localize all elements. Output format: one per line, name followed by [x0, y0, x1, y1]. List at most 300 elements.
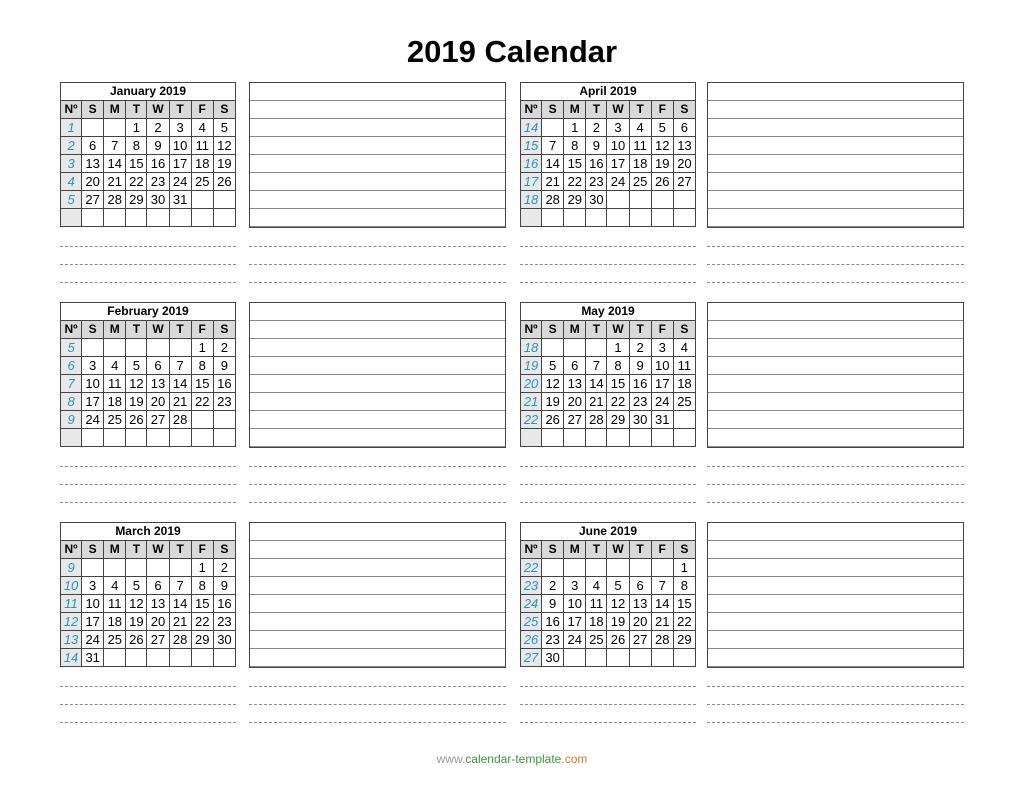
notes-box[interactable] [249, 302, 506, 448]
day-cell: 2 [586, 119, 607, 137]
day-cell: 9 [147, 137, 169, 155]
day-cell: 18 [104, 613, 126, 631]
weekday-header: S [82, 321, 104, 339]
week-number: 22 [521, 411, 542, 429]
day-cell: 30 [586, 191, 607, 209]
day-cell: 17 [169, 155, 191, 173]
day-cell: 13 [82, 155, 104, 173]
weekday-header: F [191, 101, 213, 119]
day-cell [586, 429, 607, 447]
day-cell: 1 [607, 339, 629, 357]
day-cell: 7 [169, 577, 191, 595]
note-line [249, 502, 506, 503]
weekday-header: W [607, 101, 629, 119]
weekday-header: S [213, 321, 235, 339]
week-row [61, 375, 236, 393]
day-cell: 19 [126, 613, 147, 631]
day-cell: 24 [82, 631, 104, 649]
weekday-header: T [126, 541, 147, 559]
week-row [61, 411, 236, 429]
day-cell: 22 [126, 173, 147, 191]
note-line [60, 466, 236, 467]
day-cell [651, 559, 673, 577]
day-cell: 8 [191, 577, 213, 595]
day-cell [564, 649, 586, 667]
day-cell [607, 191, 629, 209]
day-cell [82, 339, 104, 357]
weekday-header: F [651, 101, 673, 119]
day-cell: 15 [191, 595, 213, 613]
day-cell [126, 339, 147, 357]
note-line [60, 282, 236, 283]
day-cell: 28 [542, 191, 564, 209]
day-cell [169, 429, 191, 447]
note-line [520, 264, 696, 265]
day-cell: 22 [191, 613, 213, 631]
day-cell: 10 [82, 375, 104, 393]
day-cell: 15 [607, 375, 629, 393]
note-line [249, 484, 506, 485]
day-cell: 7 [169, 357, 191, 375]
day-cell: 30 [629, 411, 651, 429]
week-row [61, 393, 236, 411]
day-cell [542, 559, 564, 577]
week-number: 9 [61, 559, 82, 577]
day-cell: 28 [586, 411, 607, 429]
day-cell: 14 [104, 155, 126, 173]
day-cell: 1 [564, 119, 586, 137]
day-cell: 8 [191, 357, 213, 375]
footer-url-suffix: .com [561, 752, 588, 766]
day-cell [673, 191, 695, 209]
day-cell [147, 339, 169, 357]
week-number: 18 [521, 339, 542, 357]
day-cell: 1 [673, 559, 695, 577]
week-row [61, 613, 236, 631]
day-cell: 12 [213, 137, 235, 155]
week-number [521, 209, 542, 227]
day-cell: 19 [542, 393, 564, 411]
weekday-header: W [147, 101, 169, 119]
month-title: February 2019 [61, 303, 236, 321]
week-row [521, 137, 696, 155]
note-line [707, 246, 964, 247]
day-cell: 22 [191, 393, 213, 411]
note-line [707, 502, 964, 503]
day-cell: 27 [147, 631, 169, 649]
day-cell [213, 649, 235, 667]
note-line [520, 466, 696, 467]
day-cell: 31 [169, 191, 191, 209]
day-cell: 27 [673, 173, 695, 191]
note-line [60, 686, 236, 687]
day-cell: 2 [542, 577, 564, 595]
month-table [60, 302, 236, 447]
day-cell: 2 [213, 559, 235, 577]
weekday-header: T [586, 321, 607, 339]
day-cell: 23 [213, 613, 235, 631]
month-title: June 2019 [521, 523, 696, 541]
note-line [707, 466, 964, 467]
note-line [520, 704, 696, 705]
day-cell: 25 [191, 173, 213, 191]
day-cell: 3 [169, 119, 191, 137]
day-cell [191, 191, 213, 209]
note-line [707, 704, 964, 705]
note-line [520, 502, 696, 503]
day-cell: 26 [542, 411, 564, 429]
weekday-header: M [104, 101, 126, 119]
day-cell [629, 209, 651, 227]
week-number: 10 [61, 577, 82, 595]
day-cell: 20 [82, 173, 104, 191]
day-cell [147, 429, 169, 447]
day-cell [586, 339, 607, 357]
week-row [61, 631, 236, 649]
day-cell: 5 [126, 577, 147, 595]
day-cell: 30 [542, 649, 564, 667]
week-row [61, 559, 236, 577]
note-line [520, 282, 696, 283]
day-cell: 4 [104, 357, 126, 375]
week-row [61, 155, 236, 173]
month-table [520, 82, 696, 227]
day-cell: 20 [629, 613, 651, 631]
weekday-header: S [542, 541, 564, 559]
day-cell: 5 [651, 119, 673, 137]
weekday-header: S [82, 101, 104, 119]
month-title: January 2019 [61, 83, 236, 101]
day-cell [607, 429, 629, 447]
day-cell: 6 [673, 119, 695, 137]
day-cell [651, 429, 673, 447]
day-cell: 16 [586, 155, 607, 173]
week-number: 25 [521, 613, 542, 631]
weekday-header: T [169, 321, 191, 339]
week-row [61, 209, 236, 227]
day-cell [629, 649, 651, 667]
note-line [707, 686, 964, 687]
day-cell [607, 209, 629, 227]
week-number: 19 [521, 357, 542, 375]
note-line [707, 282, 964, 283]
day-cell: 23 [542, 631, 564, 649]
week-row [521, 631, 696, 649]
day-cell: 3 [651, 339, 673, 357]
weekday-header: W [607, 541, 629, 559]
week-number: 3 [61, 155, 82, 173]
day-cell [82, 119, 104, 137]
week-number: 1 [61, 119, 82, 137]
weekday-header: T [586, 541, 607, 559]
note-line [249, 264, 506, 265]
day-cell: 10 [651, 357, 673, 375]
day-cell: 5 [213, 119, 235, 137]
day-cell: 2 [147, 119, 169, 137]
week-row [521, 429, 696, 447]
week-number-header: Nº [521, 101, 542, 119]
day-cell [651, 209, 673, 227]
day-cell: 20 [673, 155, 695, 173]
weekday-header: F [651, 321, 673, 339]
week-number: 21 [521, 393, 542, 411]
week-number: 7 [61, 375, 82, 393]
day-cell: 17 [564, 613, 586, 631]
day-cell: 23 [629, 393, 651, 411]
note-line [249, 722, 506, 723]
day-cell: 30 [213, 631, 235, 649]
day-cell [542, 339, 564, 357]
week-number: 18 [521, 191, 542, 209]
week-number: 6 [61, 357, 82, 375]
note-line [249, 686, 506, 687]
day-cell: 13 [147, 375, 169, 393]
notes-box[interactable] [249, 522, 506, 668]
week-row [521, 191, 696, 209]
day-cell [104, 339, 126, 357]
day-cell: 11 [586, 595, 607, 613]
notes-box[interactable] [249, 82, 506, 228]
day-cell: 27 [629, 631, 651, 649]
day-cell: 20 [564, 393, 586, 411]
day-cell: 1 [191, 339, 213, 357]
day-cell: 19 [607, 613, 629, 631]
week-row [61, 429, 236, 447]
day-cell: 18 [586, 613, 607, 631]
week-row [521, 375, 696, 393]
day-cell: 11 [629, 137, 651, 155]
day-cell: 9 [586, 137, 607, 155]
day-cell [191, 209, 213, 227]
day-cell: 6 [564, 357, 586, 375]
day-cell: 6 [629, 577, 651, 595]
day-cell [213, 411, 235, 429]
day-cell: 21 [586, 393, 607, 411]
day-cell: 27 [564, 411, 586, 429]
notes-box[interactable] [707, 82, 964, 228]
day-cell [82, 429, 104, 447]
month-table [520, 522, 696, 667]
day-cell: 16 [629, 375, 651, 393]
day-cell: 1 [191, 559, 213, 577]
day-cell: 15 [673, 595, 695, 613]
day-cell [651, 649, 673, 667]
day-cell [213, 191, 235, 209]
week-number: 15 [521, 137, 542, 155]
weekday-header: T [169, 541, 191, 559]
week-number: 16 [521, 155, 542, 173]
footer-url[interactable] [0, 752, 1024, 766]
week-number: 5 [61, 339, 82, 357]
day-cell [673, 209, 695, 227]
week-number: 14 [61, 649, 82, 667]
day-cell: 17 [607, 155, 629, 173]
month-table [60, 522, 236, 667]
day-cell: 4 [104, 577, 126, 595]
weekday-header: F [651, 541, 673, 559]
day-cell: 27 [147, 411, 169, 429]
day-cell [607, 649, 629, 667]
day-cell: 14 [169, 375, 191, 393]
day-cell [104, 429, 126, 447]
day-cell: 20 [147, 393, 169, 411]
footer-url-prefix: www. [436, 752, 466, 766]
day-cell: 25 [629, 173, 651, 191]
week-number: 17 [521, 173, 542, 191]
day-cell [213, 429, 235, 447]
day-cell: 17 [82, 613, 104, 631]
day-cell [191, 649, 213, 667]
notes-box[interactable] [707, 302, 964, 448]
day-cell: 13 [564, 375, 586, 393]
day-cell: 13 [629, 595, 651, 613]
week-row [61, 357, 236, 375]
week-number-header: Nº [61, 321, 82, 339]
day-cell [169, 209, 191, 227]
day-cell [104, 559, 126, 577]
day-cell: 18 [191, 155, 213, 173]
day-cell: 18 [629, 155, 651, 173]
day-cell [586, 559, 607, 577]
day-cell: 12 [126, 375, 147, 393]
day-cell: 7 [104, 137, 126, 155]
day-cell: 4 [586, 577, 607, 595]
weekday-header: T [586, 101, 607, 119]
day-cell: 17 [651, 375, 673, 393]
note-line [249, 246, 506, 247]
day-cell [169, 649, 191, 667]
day-cell: 15 [191, 375, 213, 393]
note-line [707, 484, 964, 485]
week-row [521, 577, 696, 595]
day-cell: 12 [542, 375, 564, 393]
day-cell: 29 [673, 631, 695, 649]
weekday-header: T [629, 101, 651, 119]
weekday-header: S [673, 101, 695, 119]
day-cell: 20 [147, 613, 169, 631]
day-cell: 29 [607, 411, 629, 429]
month-table [520, 302, 696, 447]
day-cell: 25 [673, 393, 695, 411]
note-line [520, 246, 696, 247]
weekday-header: W [607, 321, 629, 339]
day-cell [126, 649, 147, 667]
day-cell [82, 209, 104, 227]
note-line [60, 704, 236, 705]
week-number [521, 429, 542, 447]
day-cell: 24 [169, 173, 191, 191]
day-cell: 12 [651, 137, 673, 155]
day-cell [673, 649, 695, 667]
weekday-header: M [564, 101, 586, 119]
day-cell: 15 [564, 155, 586, 173]
day-cell [629, 429, 651, 447]
page-title: 2019 Calendar [406, 34, 618, 69]
day-cell: 25 [104, 411, 126, 429]
day-cell [564, 559, 586, 577]
weekday-header: S [213, 101, 235, 119]
day-cell [169, 559, 191, 577]
week-number-header: Nº [521, 321, 542, 339]
notes-box[interactable] [707, 522, 964, 668]
day-cell: 1 [126, 119, 147, 137]
day-cell: 2 [629, 339, 651, 357]
day-cell: 12 [607, 595, 629, 613]
day-cell: 29 [126, 191, 147, 209]
day-cell: 12 [126, 595, 147, 613]
weekday-header: W [147, 321, 169, 339]
day-cell: 23 [213, 393, 235, 411]
weekday-header: S [542, 101, 564, 119]
week-row [521, 209, 696, 227]
day-cell [213, 209, 235, 227]
day-cell: 27 [82, 191, 104, 209]
day-cell [586, 209, 607, 227]
day-cell [82, 559, 104, 577]
week-number: 8 [61, 393, 82, 411]
weekday-header: S [213, 541, 235, 559]
day-cell: 3 [564, 577, 586, 595]
day-cell: 28 [169, 631, 191, 649]
note-line [60, 264, 236, 265]
day-cell: 14 [586, 375, 607, 393]
day-cell: 21 [169, 613, 191, 631]
week-number: 22 [521, 559, 542, 577]
day-cell: 21 [169, 393, 191, 411]
week-row [521, 595, 696, 613]
day-cell: 21 [104, 173, 126, 191]
weekday-header: M [564, 321, 586, 339]
day-cell: 17 [82, 393, 104, 411]
note-line [60, 722, 236, 723]
weekday-header: T [629, 541, 651, 559]
day-cell: 9 [213, 357, 235, 375]
weekday-header: S [542, 321, 564, 339]
day-cell: 10 [82, 595, 104, 613]
week-number [61, 429, 82, 447]
day-cell [542, 119, 564, 137]
day-cell: 11 [104, 595, 126, 613]
day-cell [564, 429, 586, 447]
week-row [61, 137, 236, 155]
day-cell: 6 [147, 357, 169, 375]
day-cell: 8 [673, 577, 695, 595]
week-number: 11 [61, 595, 82, 613]
day-cell: 14 [169, 595, 191, 613]
note-line [520, 722, 696, 723]
day-cell: 8 [607, 357, 629, 375]
day-cell: 16 [147, 155, 169, 173]
note-line [520, 484, 696, 485]
day-cell: 16 [213, 595, 235, 613]
day-cell: 31 [651, 411, 673, 429]
day-cell: 19 [126, 393, 147, 411]
day-cell: 11 [191, 137, 213, 155]
day-cell: 14 [651, 595, 673, 613]
day-cell: 23 [147, 173, 169, 191]
day-cell [169, 339, 191, 357]
day-cell: 10 [169, 137, 191, 155]
day-cell [586, 649, 607, 667]
day-cell: 24 [651, 393, 673, 411]
day-cell: 6 [82, 137, 104, 155]
week-number: 5 [61, 191, 82, 209]
week-number: 27 [521, 649, 542, 667]
week-row [521, 119, 696, 137]
note-line [707, 722, 964, 723]
day-cell: 26 [126, 631, 147, 649]
week-row [61, 577, 236, 595]
